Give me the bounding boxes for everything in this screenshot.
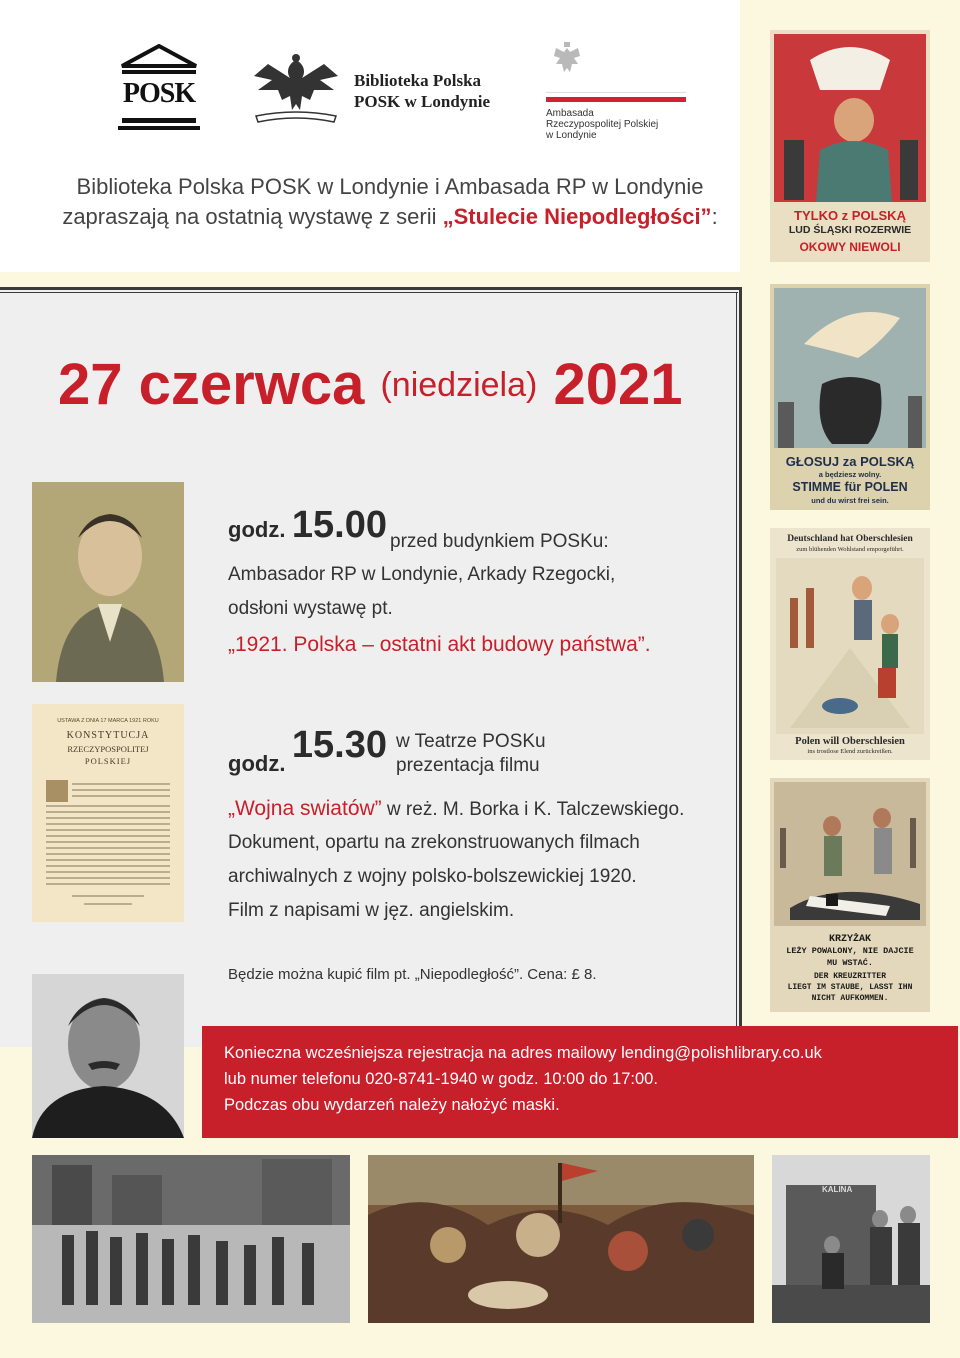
- event2-place-line2: prezentacja filmu: [396, 755, 540, 776]
- constitution-line1: USTAWA Z DNIA 17 MARCA 1921 ROKU: [57, 718, 159, 724]
- event2-line2: archiwalnych z wojny polsko-bolszewickiej 1920.: [228, 866, 637, 887]
- event1-label: godz.: [228, 517, 286, 542]
- event2-place: [396, 730, 546, 778]
- poster4-line2: LEŻY POWALONY, NIE DAJCIE: [786, 946, 914, 956]
- event1-time: 15.00: [291, 504, 387, 546]
- library-name: [354, 70, 490, 112]
- poster-deutschland-oberschlesien: [770, 528, 930, 760]
- poster3-line3: Polen will Oberschlesien: [795, 736, 905, 747]
- embassy-name-line1: Ambasada: [546, 108, 594, 119]
- portrait-photo: [32, 974, 184, 1138]
- poster1-line2: LUD ŚLĄSKI ROZERWIE: [788, 224, 912, 236]
- poster1-line1: TYLKO z POLSKĄ: [794, 208, 906, 223]
- date-year: 2021: [553, 352, 683, 417]
- poster4-line3: MU WSTAĆ.: [827, 958, 873, 968]
- header-block: [0, 0, 740, 272]
- event2-heading: [228, 724, 387, 777]
- train-label: KALINA: [822, 1185, 853, 1194]
- library-name-line2: POSK w Londynie: [354, 92, 491, 111]
- poster-glosuj-za-polska: [770, 284, 930, 510]
- poster1-line3: OKOWY NIEWOLI: [799, 240, 901, 254]
- constitution-document: [32, 704, 184, 922]
- poster3-line4: ins trostlose Elend zurückreißen.: [807, 748, 893, 755]
- event2-time: 15.30: [291, 724, 387, 766]
- library-name-line1: Biblioteka Polska: [354, 71, 482, 90]
- event2-film: [228, 796, 684, 822]
- intro-line2-suffix: :: [711, 204, 718, 229]
- embassy-eagle-icon: [552, 42, 582, 78]
- series-title: „Stulecie Niepodległości”: [442, 204, 712, 229]
- intro-text: [60, 172, 720, 232]
- event2-film-title: „Wojna swiatów”: [228, 797, 382, 820]
- intro-line2: [60, 202, 720, 232]
- event1-line1: Ambasador RP w Londynie, Arkady Rzegocki,: [228, 564, 616, 585]
- poster-krzyzak: [770, 778, 930, 1012]
- photo-armored-train: [772, 1155, 930, 1323]
- embassy-name-line3: w Londynie: [546, 130, 597, 141]
- event2-place-line1: w Teatrze POSKu: [396, 731, 546, 752]
- date-weekday: (niedziela): [380, 366, 538, 404]
- posk-logo: [118, 44, 200, 130]
- embassy-flag-bar: [546, 92, 686, 102]
- event1-place: przed budynkiem POSKu:: [390, 531, 609, 552]
- poster3-line1: Deutschland hat Oberschlesien: [787, 534, 913, 544]
- library-eagle-logo: [248, 50, 344, 130]
- date-day: 27 czerwca: [58, 352, 365, 417]
- poster2-line1: GŁOSUJ za POLSKĄ: [785, 454, 915, 469]
- painting-battle-of-grunwald: [368, 1155, 754, 1323]
- poster4-line5: LIEGT IM STAUBE, LASST IHN: [787, 983, 913, 992]
- event2-line1: Dokument, opartu na zrekonstruowanych filmach: [228, 832, 640, 853]
- constitution-line3: RZECZYPOSPOLITEJ: [67, 744, 149, 754]
- event2-line3: Film z napisami w jęz. angielskim.: [228, 900, 515, 921]
- constitution-line4: POLSKIEJ: [84, 756, 132, 766]
- event1-line2: odsłoni wystawę pt.: [228, 598, 393, 619]
- poster2-line3: STIMME für POLEN: [792, 480, 908, 494]
- poster4-line6: NICHT AUFKOMMEN.: [811, 994, 889, 1003]
- poster2-line4: und du wirst frei sein.: [811, 496, 889, 505]
- intro-line2-prefix: zapraszają na ostatnią wystawę z serii: [62, 204, 443, 229]
- poster4-line4: DER KREUZRITTER: [813, 972, 886, 981]
- photo-soldiers-parade: [32, 1155, 350, 1323]
- event1-heading: [228, 504, 387, 547]
- poster3-line2: zum blühenden Wohlstand emporgeführt.: [796, 546, 904, 553]
- poster4-line1: KRZYŻAK: [828, 934, 871, 945]
- purchase-note: Będzie można kupić film pt. „Niepodległość”. Cena: £ 8.: [228, 966, 597, 983]
- embassy-name: [546, 108, 658, 141]
- registration-line1: Konieczna wcześniejsza rejestracja na adres mailowy lending@polishlibrary.co.uk: [224, 1044, 822, 1062]
- registration-line2: lub numer telefonu 020-8741-1940 w godz. 10:00 do 17:00.: [224, 1070, 658, 1088]
- embassy-name-line2: Rzeczypospolitej Polskiej: [546, 119, 659, 130]
- portrait-painting: [32, 482, 184, 682]
- event-date: [58, 350, 682, 420]
- intro-line1: Biblioteka Polska POSK w Londynie i Ambasada RP w Londynie: [76, 174, 704, 199]
- event2-label: godz.: [228, 751, 286, 776]
- registration-bar: [202, 1026, 958, 1138]
- event2-director: w reż. M. Borka i K. Talczewskiego.: [381, 799, 685, 820]
- event1-title: „1921. Polska – ostatni akt budowy państwa”.: [228, 633, 651, 656]
- constitution-line2: KONSTYTUCJA: [66, 730, 150, 741]
- posk-logo-text: POSK: [122, 78, 196, 109]
- poster2-line2: a będziesz wolny.: [818, 470, 882, 479]
- poster-tylko-z-polska: [770, 30, 930, 262]
- registration-line3: Podczas obu wydarzeń należy nałożyć maski.: [224, 1096, 560, 1114]
